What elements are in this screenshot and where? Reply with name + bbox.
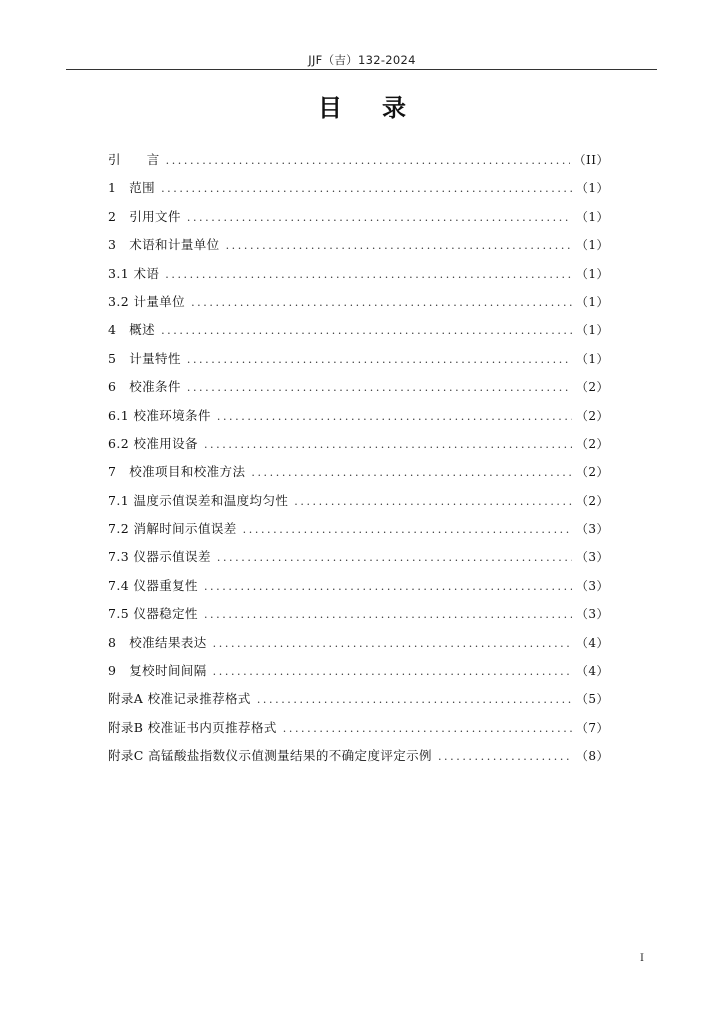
toc-entry-label: 7 校准项目和校准方法 bbox=[108, 464, 246, 480]
toc-entry-page: （1） bbox=[575, 294, 609, 309]
toc-dot-leader bbox=[165, 261, 572, 289]
toc-entry-page: （2） bbox=[575, 408, 609, 423]
toc-entry[interactable] bbox=[108, 373, 609, 401]
toc-entry-page: （4） bbox=[575, 664, 609, 679]
toc-dot-leader bbox=[161, 317, 572, 345]
toc-entry[interactable] bbox=[108, 515, 609, 543]
toc-entry[interactable] bbox=[108, 231, 609, 259]
toc-entry[interactable] bbox=[108, 543, 609, 571]
toc-entry-label: 引 言 bbox=[108, 152, 160, 167]
toc-entry-label: 7.1 温度示值误差和温度均匀性 bbox=[108, 492, 289, 508]
toc-title-part1: 目 bbox=[318, 94, 342, 122]
toc-dot-leader bbox=[226, 232, 572, 260]
toc-entry-page: （II） bbox=[573, 153, 609, 167]
toc-dot-leader bbox=[283, 715, 572, 743]
toc-entry-page: （1） bbox=[575, 209, 609, 224]
toc-entry-page: （2） bbox=[575, 493, 609, 508]
toc-dot-leader bbox=[438, 743, 572, 771]
toc-dot-leader bbox=[161, 175, 572, 203]
toc-entry-label: 6.1 校准环境条件 bbox=[108, 407, 211, 423]
toc-entry[interactable] bbox=[108, 572, 609, 600]
toc-entry-label: 7.5 仪器稳定性 bbox=[108, 606, 198, 622]
toc-dot-leader bbox=[166, 147, 570, 175]
toc-entry-label: 3 术语和计量单位 bbox=[108, 237, 220, 253]
toc-entry-page: （5） bbox=[575, 692, 609, 707]
toc-entry-label: 3.1 术语 bbox=[108, 265, 160, 281]
toc-entry-page: （3） bbox=[575, 607, 609, 622]
toc-entry-label: 4 概述 bbox=[108, 322, 156, 338]
toc-entry-page: （4） bbox=[575, 635, 609, 650]
toc-dot-leader bbox=[204, 573, 572, 601]
toc-entry-label: 6 校准条件 bbox=[108, 379, 181, 395]
toc-entry[interactable] bbox=[108, 288, 609, 316]
toc-dot-leader bbox=[294, 488, 572, 516]
toc-entry-label: 3.2 计量单位 bbox=[108, 293, 186, 309]
toc-entry[interactable] bbox=[108, 629, 609, 657]
toc-entry-label: 5 计量特性 bbox=[108, 350, 181, 366]
toc-entry[interactable] bbox=[108, 458, 609, 486]
toc-entry-page: （7） bbox=[575, 720, 609, 735]
toc-dot-leader bbox=[187, 346, 572, 374]
toc-entry-label: 附录B 校准证书内页推荐格式 bbox=[108, 719, 277, 735]
toc-entry-label: 7.3 仪器示值误差 bbox=[108, 549, 211, 565]
toc-entry[interactable] bbox=[108, 714, 609, 742]
toc-dot-leader bbox=[243, 516, 572, 544]
toc-entry-page: （3） bbox=[575, 522, 609, 537]
toc-entry[interactable] bbox=[108, 742, 609, 770]
toc-dot-leader bbox=[251, 459, 572, 487]
toc-entry-page: （1） bbox=[575, 266, 609, 281]
toc-entry[interactable] bbox=[108, 174, 609, 202]
toc-entry-page: （1） bbox=[575, 351, 609, 366]
toc-entry[interactable] bbox=[108, 600, 609, 628]
toc-entry[interactable] bbox=[108, 146, 609, 174]
toc-dot-leader bbox=[191, 289, 572, 317]
toc-entry[interactable] bbox=[108, 430, 609, 458]
toc-dot-leader bbox=[187, 204, 572, 232]
toc-entry-page: （8） bbox=[575, 749, 609, 764]
toc-dot-leader bbox=[204, 431, 572, 459]
toc-entry-page: （2） bbox=[575, 436, 609, 451]
toc-entry-page: （1） bbox=[575, 181, 609, 196]
toc-title-part2: 录 bbox=[382, 94, 406, 122]
toc-dot-leader bbox=[204, 601, 572, 629]
table-of-contents bbox=[108, 146, 609, 771]
toc-dot-leader bbox=[217, 403, 572, 431]
toc-dot-leader bbox=[187, 374, 572, 402]
toc-entry-page: （2） bbox=[575, 380, 609, 395]
toc-entry-label: 6.2 校准用设备 bbox=[108, 435, 198, 451]
toc-dot-leader bbox=[213, 630, 572, 658]
toc-entry-label: 7.2 消解时间示值误差 bbox=[108, 521, 237, 537]
footer-page-number: I bbox=[640, 953, 644, 964]
toc-entry[interactable] bbox=[108, 316, 609, 344]
toc-entry[interactable] bbox=[108, 657, 609, 685]
toc-entry-page: （1） bbox=[575, 238, 609, 253]
toc-entry[interactable] bbox=[108, 487, 609, 515]
toc-title bbox=[0, 88, 724, 123]
toc-dot-leader bbox=[213, 658, 572, 686]
header-rule bbox=[66, 69, 657, 70]
toc-entry-label: 2 引用文件 bbox=[108, 208, 181, 224]
toc-entry-label: 7.4 仪器重复性 bbox=[108, 577, 198, 593]
toc-entry-label: 附录C 高锰酸盐指数仪示值测量结果的不确定度评定示例 bbox=[108, 748, 432, 764]
toc-entry[interactable] bbox=[108, 685, 609, 713]
document-code-header: JJF（吉）132-2024 bbox=[308, 53, 416, 67]
toc-entry-label: 附录A 校准记录推荐格式 bbox=[108, 691, 251, 707]
toc-dot-leader bbox=[217, 544, 572, 572]
toc-entry-label: 1 范围 bbox=[108, 180, 156, 196]
toc-entry[interactable] bbox=[108, 402, 609, 430]
toc-dot-leader bbox=[257, 686, 572, 714]
toc-entry-label: 9 复校时间间隔 bbox=[108, 663, 207, 679]
toc-entry-page: （3） bbox=[575, 550, 609, 565]
toc-entry-page: （3） bbox=[575, 578, 609, 593]
toc-entry-page: （2） bbox=[575, 465, 609, 480]
toc-entry-label: 8 校准结果表达 bbox=[108, 634, 207, 650]
toc-entry[interactable] bbox=[108, 260, 609, 288]
toc-entry[interactable] bbox=[108, 345, 609, 373]
toc-entry[interactable] bbox=[108, 203, 609, 231]
toc-entry-page: （1） bbox=[575, 323, 609, 338]
